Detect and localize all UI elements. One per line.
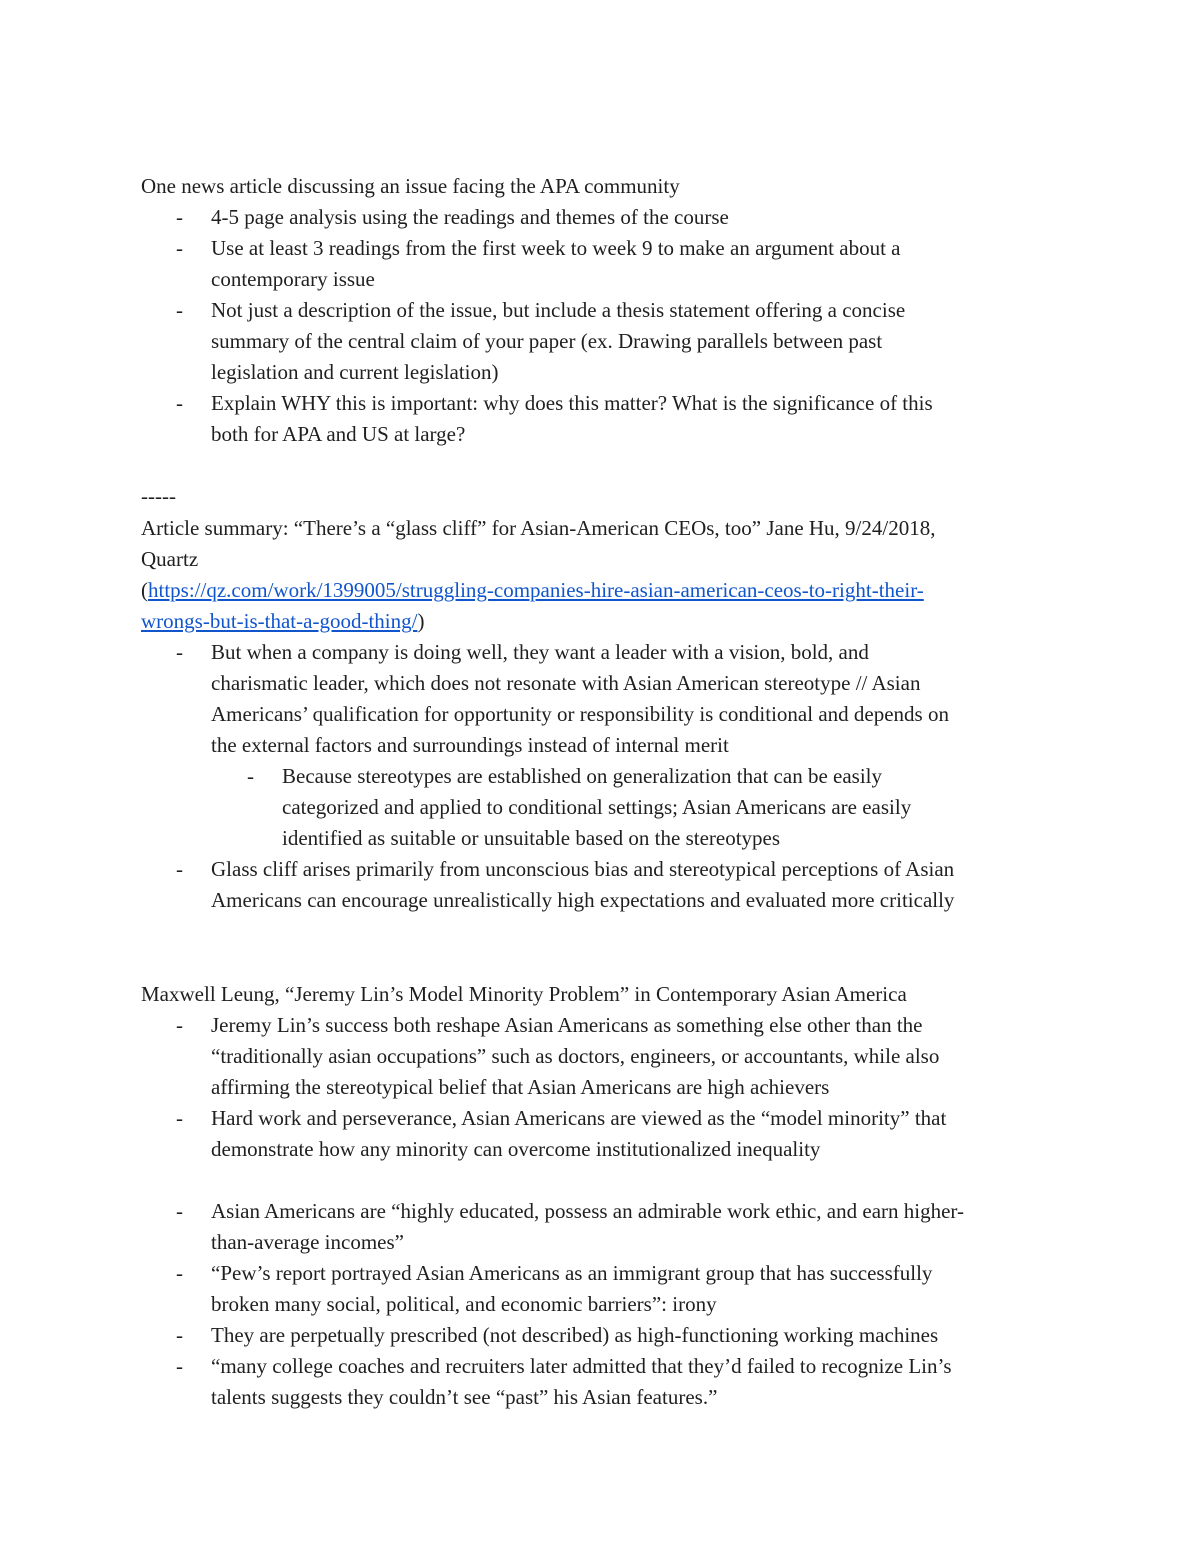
bullet-dash: - (176, 1106, 183, 1130)
bullet-text: demonstrate how any minority can overcome institutionalized inequality (211, 1137, 821, 1161)
bullet-text: “traditionally asian occupations” such as doctors, engineers, or accountants, while also (211, 1044, 940, 1068)
article-link[interactable]: https://qz.com/work/1399005/struggling-companies-hire-asian-american-ceos-to-right-their- (148, 578, 924, 602)
bullet-text: Americans’ qualification for opportunity or responsibility is conditional and depends on (211, 702, 949, 726)
sub-bullet-text: Because stereotypes are established on generalization that can be easily (282, 764, 882, 788)
bullet-text: summary of the central claim of your paper (ex. Drawing parallels between past (211, 329, 883, 353)
bullet-text: “many college coaches and recruiters later admitted that they’d failed to recognize Lin’s (211, 1354, 952, 1378)
article-summary-source: Quartz (141, 547, 199, 571)
bullet-dash: - (176, 857, 183, 881)
bullet-text: legislation and current legislation) (211, 360, 499, 384)
bullet-text: talents suggests they couldn’t see “past” his Asian features.” (211, 1385, 718, 1409)
assignment-heading: One news article discussing an issue facing the APA community (141, 174, 680, 198)
bullet-text: Americans can encourage unrealistically high expectations and evaluated more critically (211, 888, 955, 912)
article-link-line (141, 606, 424, 637)
article-link-continued[interactable]: wrongs-but-is-that-a-good-thing/ (141, 609, 418, 633)
sub-bullet-text: identified as suitable or unsuitable based on the stereotypes (282, 826, 781, 850)
bullet-text: Hard work and perseverance, Asian Americans are viewed as the “model minority” that (211, 1106, 947, 1130)
bullet-text: 4-5 page analysis using the readings and themes of the course (211, 205, 729, 229)
bullet-dash: - (176, 1261, 183, 1285)
bullet-dash: - (176, 1323, 183, 1347)
bullet-text: affirming the stereotypical belief that Asian Americans are high achievers (211, 1075, 830, 1099)
reading-heading: Maxwell Leung, “Jeremy Lin’s Model Minority Problem” in Contemporary Asian America (141, 982, 907, 1006)
bullet-text: charismatic leader, which does not resonate with Asian American stereotype // Asian (211, 671, 921, 695)
bullet-text: contemporary issue (211, 267, 375, 291)
bullet-dash: - (176, 391, 183, 415)
bullet-text: than-average incomes” (211, 1230, 404, 1254)
bullet-text: Glass cliff arises primarily from unconscious bias and stereotypical perceptions of Asian (211, 857, 955, 881)
bullet-text: both for APA and US at large? (211, 422, 466, 446)
bullet-text: But when a company is doing well, they want a leader with a vision, bold, and (211, 640, 869, 664)
bullet-dash: - (176, 298, 183, 322)
bullet-dash: - (176, 640, 183, 664)
bullet-text: Explain WHY this is important: why does this matter? What is the significance of this (211, 391, 933, 415)
bullet-dash: - (176, 205, 183, 229)
bullet-text: They are perpetually prescribed (not described) as high-functioning working machines (211, 1323, 939, 1347)
sub-bullet-text: categorized and applied to conditional settings; Asian Americans are easily (282, 795, 912, 819)
bullet-text: Use at least 3 readings from the first week to week 9 to make an argument about a (211, 236, 901, 260)
article-summary-heading: Article summary: “There’s a “glass cliff” for Asian-American CEOs, too” Jane Hu, 9/24/2018, (141, 516, 936, 540)
sub-bullet-dash: - (247, 764, 254, 788)
article-link-line (141, 575, 924, 606)
bullet-text: broken many social, political, and economic barriers”: irony (211, 1292, 717, 1316)
bullet-text: the external factors and surroundings instead of internal merit (211, 733, 729, 757)
bullet-text: Asian Americans are “highly educated, possess an admirable work ethic, and earn higher- (211, 1199, 964, 1223)
close-paren: ) (417, 609, 425, 633)
open-paren: ( (141, 578, 148, 602)
bullet-text: Jeremy Lin’s success both reshape Asian Americans as something else other than the (211, 1013, 923, 1037)
bullet-dash: - (176, 236, 183, 260)
separator: ----- (141, 484, 176, 508)
bullet-dash: - (176, 1354, 183, 1378)
bullet-dash: - (176, 1013, 183, 1037)
bullet-text: Not just a description of the issue, but include a thesis statement offering a concise (211, 298, 906, 322)
bullet-text: “Pew’s report portrayed Asian Americans as an immigrant group that has successfully (211, 1261, 933, 1285)
bullet-dash: - (176, 1199, 183, 1223)
